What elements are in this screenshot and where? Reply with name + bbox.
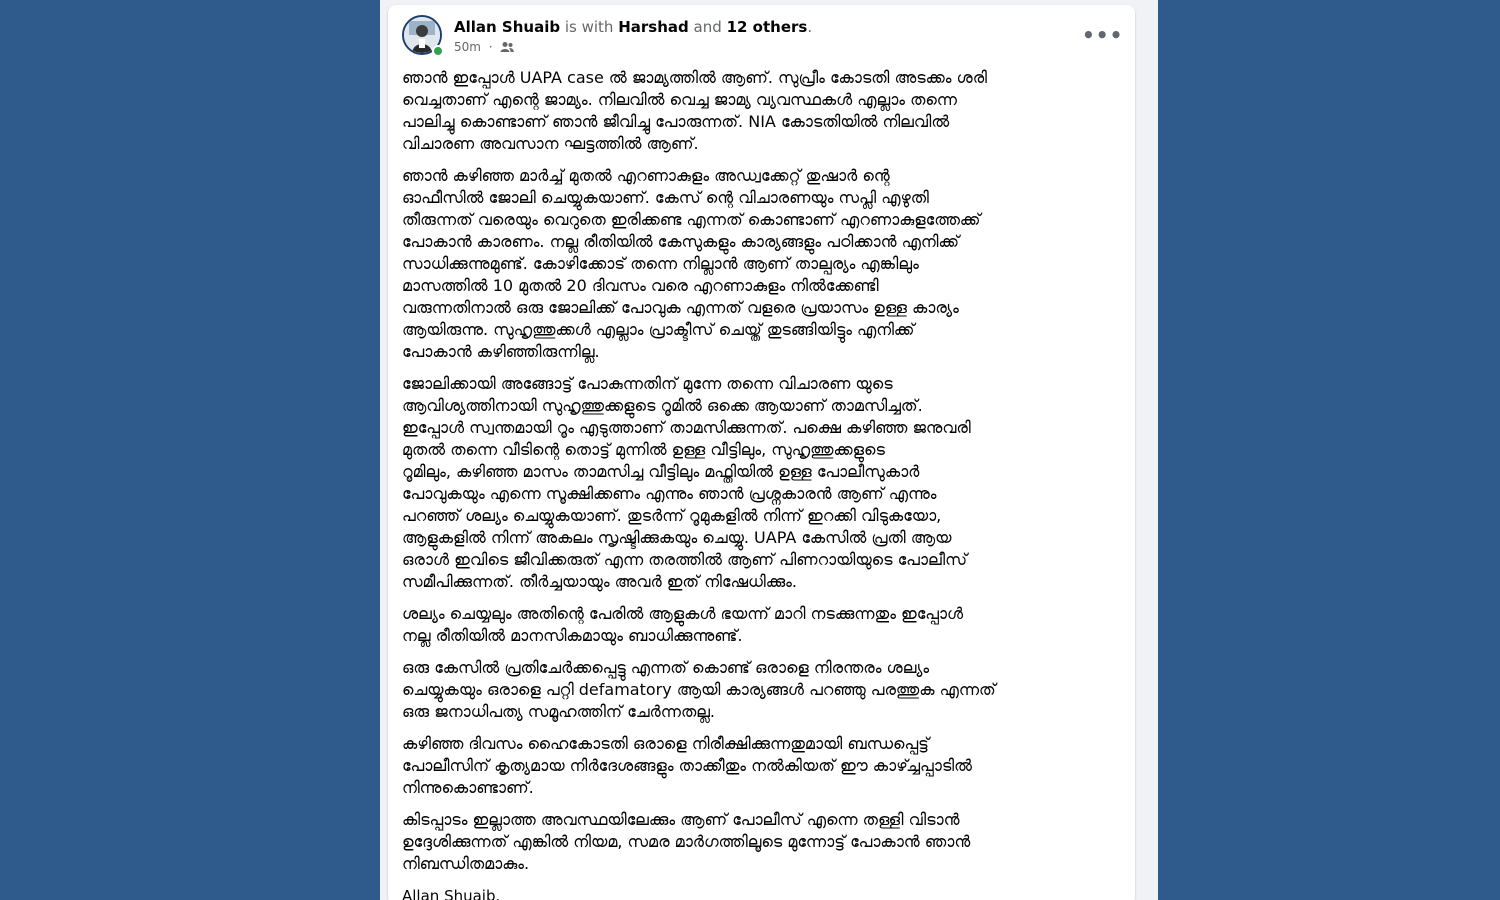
post-timestamp-link[interactable]: 50m [454,40,481,54]
period-text: . [807,18,813,36]
post-text [402,67,1127,900]
post-meta [454,39,514,57]
post-paragraph-6: കഴിഞ്ഞ ദിവസം ഹൈകോടതി ഒരാളെ നിരീക്ഷിക്കുന്നതുമായി ബന്ധപ്പെട്ട് പോലീസിന് കൃത്യമായ നിർദേശങ്ങളും താക്കീതും നൽകിയത് ഈ കാഴ്ച്ചപ്പാടിൽ നിന്നുകൊണ്ടാണ്. [402,734,972,797]
feed-column [380,0,1158,900]
tagged-person-link[interactable]: Harshad [618,18,689,36]
post-paragraph-1: ഞാൻ ഇപ്പോൾ UAPA case ൽ ജാമ്യത്തിൽ ആണ്. സുപ്രീം കോടതി അടക്കം ശരി വെച്ചതാണ് എന്റെ ജാമ്യം. നിലവിൽ വെച്ച ജാമ്യ വ്യവസ്ഥകൾ എല്ലാം തന്നെ പാലിച്ചു കൊണ്ടാണ് ഞാൻ ജീവിച്ചു പോരുന്നത്. NIA കോടതിയിൽ നിലവിൽ വിചാരണ അവസാന ഘട്ടത്തിൽ ആണ്. [402,68,987,153]
online-status-dot [432,45,444,57]
meta-separator: · [488,40,493,54]
post-signature: Allan Shuaib. [402,887,501,900]
more-options-button[interactable] [1082,23,1124,51]
more-options-icon: ••• [1082,23,1124,47]
post-header [402,13,1122,61]
author-name-link[interactable]: Allan Shuaib [454,18,561,36]
friends-icon[interactable] [500,41,514,57]
post-paragraph-3: ജോലിക്കായി അങ്ങോട്ട് പോകുന്നതിന് മുന്നേ തന്നെ വിചാരണ യുടെ ആവിശ്യത്തിനായി സുഹൃത്തുക്കളുടെ റൂമിൽ ഒക്കെ ആയാണ് താമസിച്ചത്. ഇപ്പോൾ സ്വന്തമായി റൂം എടുത്താണ് താമസിക്കുന്നത്. പക്ഷെ കഴിഞ്ഞ ജനുവരി മുതൽ തന്നെ വീടിന്റെ തൊട്ട് മുന്നിൽ ഉള്ള വീട്ടിലും, സുഹൃത്തുക്കളുടെ റൂമിലും, കഴിഞ്ഞ മാസം താമസിച്ച വീട്ടിലും മഫ്തിയിൽ ഉള്ള പോലീസുകാർ പോവുകയും എന്നെ സൂക്ഷിക്കണം എന്നും ഞാൻ പ്രശ്നകാരൻ ആണ് എന്നും പറഞ്ഞ് ശല്യം ചെയ്യുകയാണ്. തുടർന്ന് റൂമുകളിൽ നിന്ന് ഇറക്കി വിടുകയോ, ആളുകളിൽ നിന്ന് അകലം സൃഷ്ടിക്കുകയും ചെയ്യു. UAPA കേസിൽ പ്രതി ആയ ഒരാൾ ഇവിടെ ജീവിക്കരുത് എന്ന തരത്തിൽ ആണ് പിണറായിയുടെ പോലീസ് സമീപിക്കുന്നത്. തീർച്ചയായും അവർ ഇത് നിഷേധിക്കും. [402,374,971,591]
facebook-post [388,5,1135,900]
post-paragraph-2: ഞാൻ കഴിഞ്ഞ മാർച്ച് മുതൽ എറണാകുളം അഡ്വക്കേറ്റ് തുഷാർ ന്റെ ഓഫീസിൽ ജോലി ചെയ്യുകയാണ്. കേസ് ന്റെ വിചാരണയും സപ്ലി എഴുതി തീരുന്നത് വരെയും വെറുതെ ഇരിക്കണ്ട എന്നത് കൊണ്ടാണ് എറണാകുളത്തേക്ക് പോകാൻ കാരണം. നല്ല രീതിയിൽ കേസുകളും കാര്യങ്ങളും പഠിക്കാൻ എനിക്ക് സാധിക്കുന്നുമുണ്ട്. കോഴിക്കോട് തന്നെ നില്ലാൻ ആണ് താല്പര്യം എങ്കിലും മാസത്തിൽ 10 മുതൽ 20 ദിവസം വരെ എറണാകുളം നിൽക്കേണ്ടി വരുന്നതിനാൽ ഒരു ജോലിക്ക് പോവുക എന്നത് വളരെ പ്രയാസം ഉള്ള കാര്യം ആയിരുന്നു. സുഹൃത്തുക്കൾ എല്ലാം പ്രാക്ടീസ് ചെയ്ത് തുടങ്ങിയിട്ടും എനിക്ക് പോകാൻ കഴിഞ്ഞിരുന്നില്ല. [402,166,981,361]
post-paragraph-4: ശല്യം ചെയ്യലും അതിന്റെ പേരിൽ ആളുകൾ ഭയന്ന് മാറി നടക്കുന്നതും ഇപ്പോൾ നല്ല രീതിയിൽ മാനസികമായും ബാധിക്കുന്നുണ്ട്. [402,604,964,645]
others-link[interactable]: 12 others [726,18,808,36]
author-line [454,17,812,37]
with-text: is with [564,18,614,36]
post-paragraph-5: ഒരു കേസിൽ പ്രതിചേർക്കപ്പെട്ടു എന്നത് കൊണ്ട് ഒരാളെ നിരന്തരം ശല്യം ചെയ്യുകയും ഒരാളെ പറ്റി defamatory ആയി കാര്യങ്ങൾ പറഞ്ഞു പരത്തുക എന്നത് ഒരു ജനാധിപത്യ സമൂഹത്തിന് ചേർന്നതല്ല. [402,658,996,721]
and-text: and [693,18,722,36]
post-paragraph-7: കിടപ്പാടം ഇല്ലാത്ത അവസ്ഥയിലേക്കും ആണ് പോലീസ് എന്നെ തള്ളി വിടാൻ ഉദ്ദേശിക്കുന്നത് എങ്കിൽ നിയമ, സമര മാർഗത്തിലൂടെ മുന്നോട്ട് പോകാൻ ഞാൻ നിബന്ധിതമാകും. [402,810,971,873]
